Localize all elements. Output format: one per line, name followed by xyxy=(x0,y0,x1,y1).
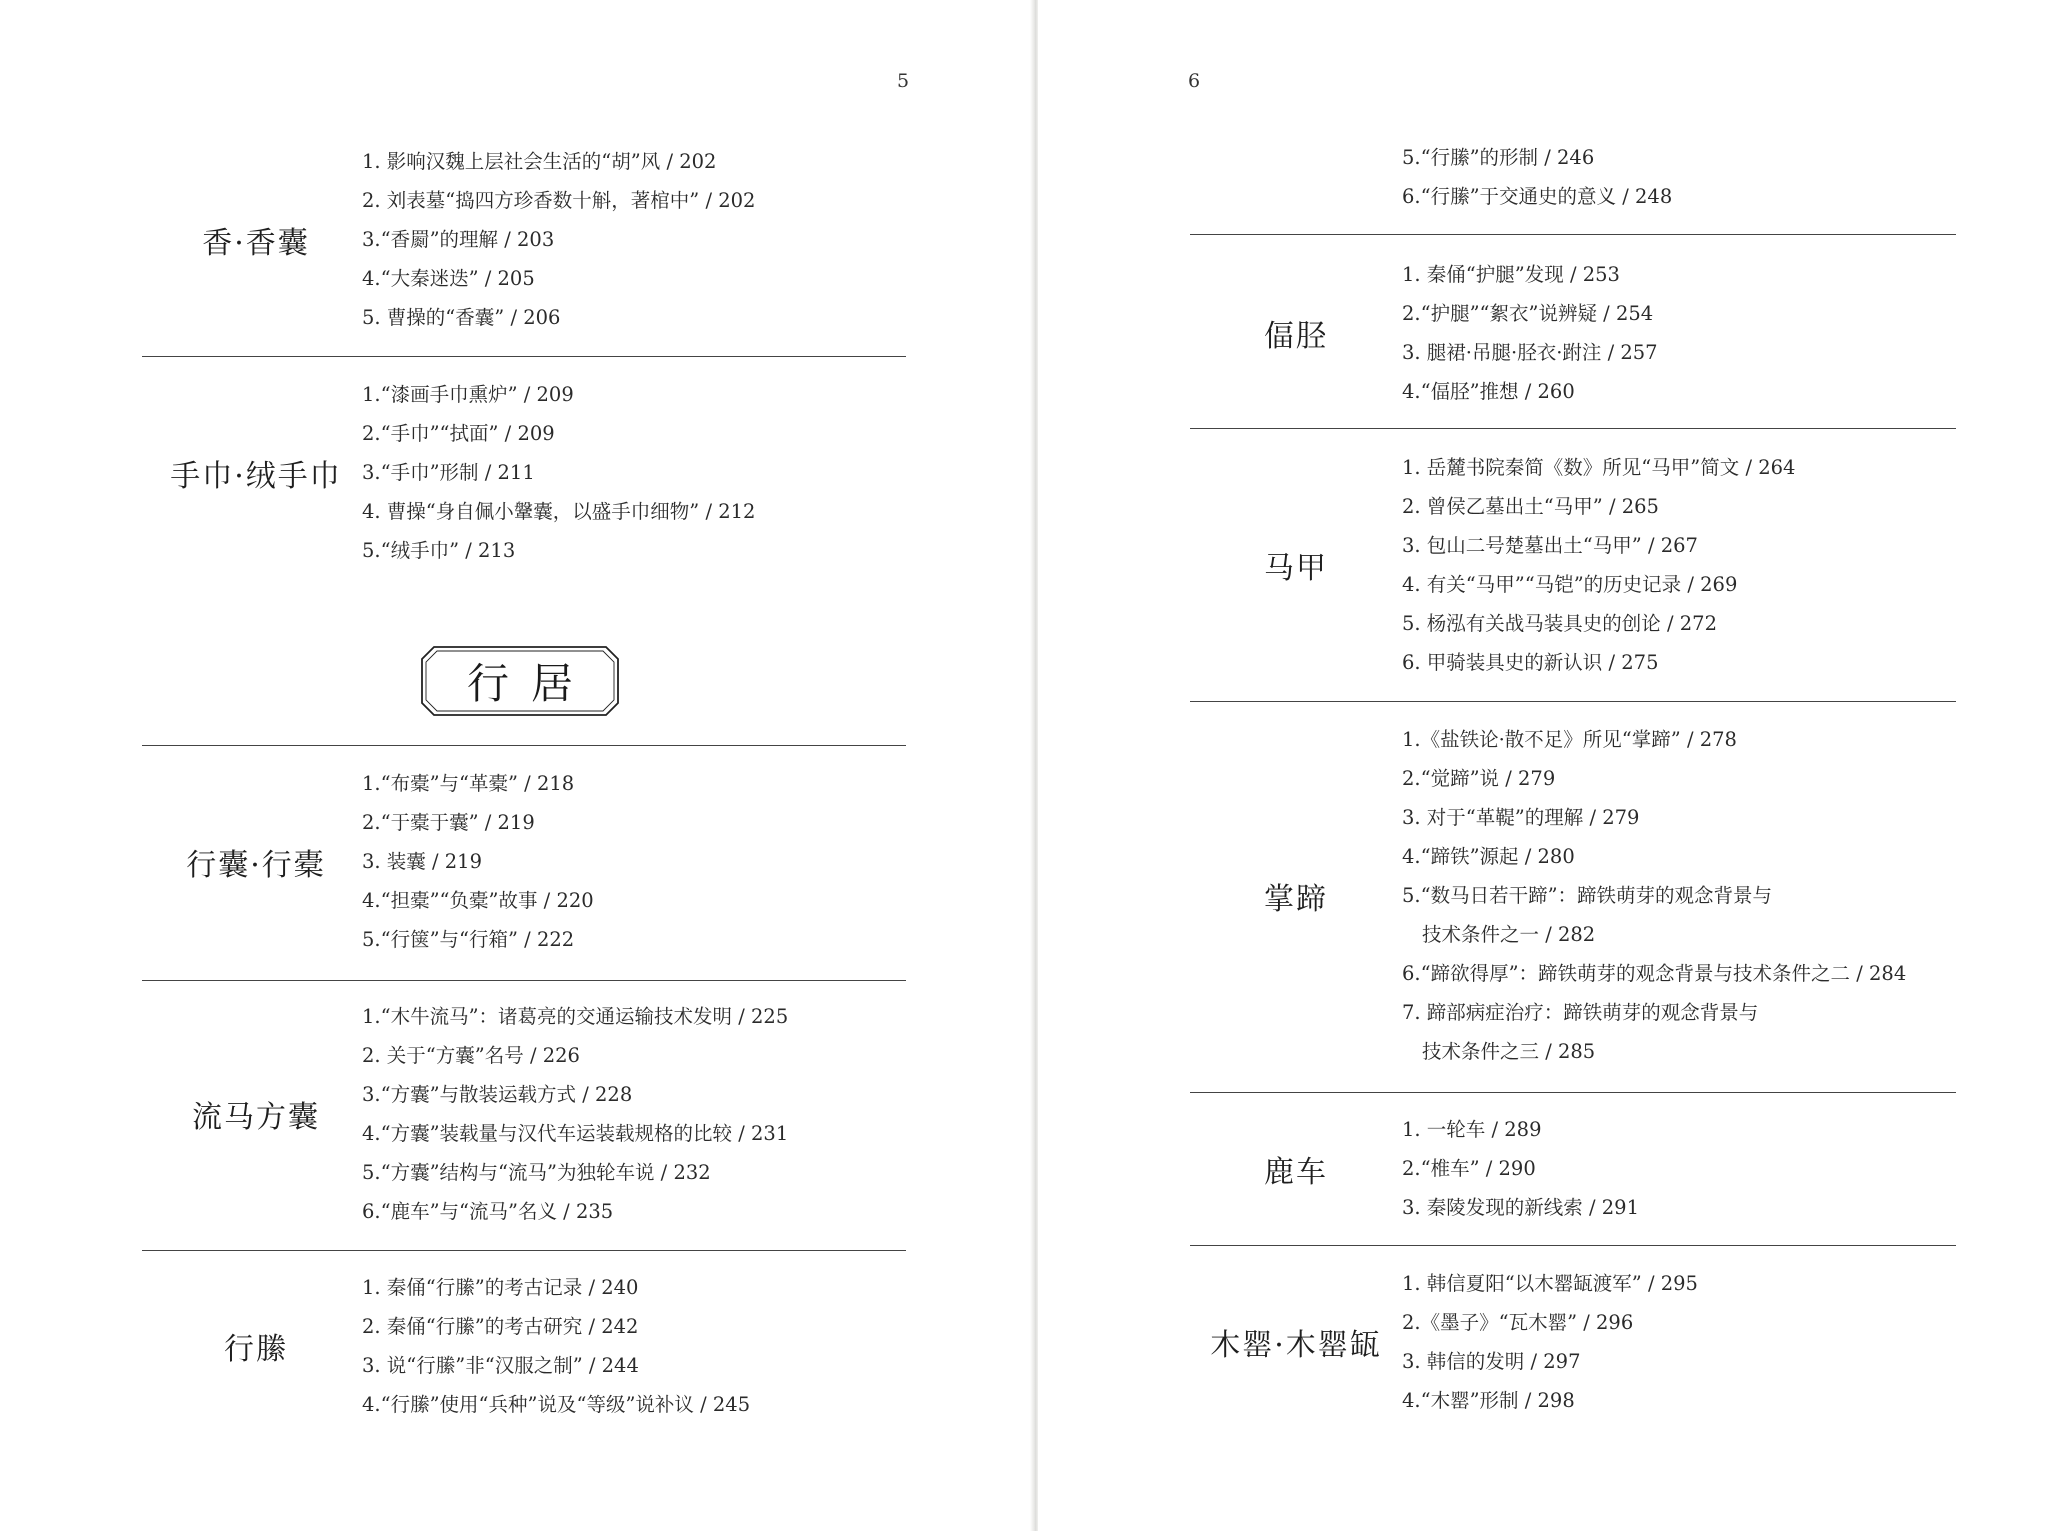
toc-item: 2.“手巾”“拭面” / 209 xyxy=(362,422,555,445)
toc-item: 5. 曹操的“香囊” / 206 xyxy=(362,306,561,329)
toc-list xyxy=(362,142,755,337)
toc-item: 5.“数马日若干蹄”：蹄铁萌芽的观念背景与 xyxy=(1402,884,1773,907)
toc-section-zhangti xyxy=(1190,720,1906,1071)
toc-list xyxy=(362,997,788,1231)
toc-item: 6. 甲骑装具史的新认识 / 275 xyxy=(1402,651,1659,674)
toc-item: 4.“蹄铁”源起 / 280 xyxy=(1402,845,1575,868)
toc-continuation xyxy=(1190,138,1672,216)
toc-item: 1. 秦俑“行縢”的考古记录 / 240 xyxy=(362,1276,639,1299)
toc-item: 1. 秦俑“护腿”发现 / 253 xyxy=(1402,263,1620,286)
toc-item: 2.“觉蹄”说 / 279 xyxy=(1402,767,1556,790)
toc-item: 2.“护腿”“絮衣”说辨疑 / 254 xyxy=(1402,302,1654,325)
section-heading: 行囊·行橐 xyxy=(186,847,326,883)
toc-item: 2. 曾侯乙墓出土“马甲” / 265 xyxy=(1402,495,1659,518)
section-divider xyxy=(1190,1092,1956,1093)
toc-item: 4. 有关“马甲”“马铠”的历史记录 / 269 xyxy=(1402,573,1738,596)
section-heading: 木罂·木罂缻 xyxy=(1210,1328,1382,1363)
section-heading: 偪胫 xyxy=(1264,319,1328,354)
toc-item: 4. 曹操“身自佩小鞶囊，以盛手巾细物” / 212 xyxy=(362,500,756,523)
toc-list xyxy=(1402,720,1906,1071)
toc-item: 5.“方囊”结构与“流马”为独轮车说 / 232 xyxy=(362,1161,711,1184)
toc-list xyxy=(1402,1264,1698,1420)
toc-list xyxy=(362,1268,750,1424)
toc-section-majia xyxy=(1190,448,1795,682)
section-divider xyxy=(1190,1245,1956,1246)
toc-item: 5. 杨泓有关战马装具史的创论 / 272 xyxy=(1402,612,1717,635)
section-divider xyxy=(142,745,906,746)
left-page xyxy=(0,0,1032,1531)
toc-section-luche xyxy=(1190,1110,1639,1227)
toc-section-xingnang xyxy=(150,764,594,959)
toc-item: 4.“行縢”使用“兵种”说及“等级”说补议 / 245 xyxy=(362,1393,751,1416)
toc-item: 3. 秦陵发现的新线索 / 291 xyxy=(1402,1196,1639,1219)
toc-item: 3.“香罽”的理解 / 203 xyxy=(362,228,555,251)
toc-section-xiang xyxy=(150,142,755,337)
section-heading: 香·香囊 xyxy=(202,225,310,261)
section-divider xyxy=(1190,701,1956,702)
section-heading: 手巾·绒手巾 xyxy=(170,458,342,494)
toc-item: 2. 关于“方囊”名号 / 226 xyxy=(362,1044,580,1067)
toc-item: 3.“方囊”与散装运载方式 / 228 xyxy=(362,1083,633,1106)
toc-list xyxy=(1402,1110,1639,1227)
section-heading: 行縢 xyxy=(224,1332,288,1367)
toc-item: 4.“木罂”形制 / 298 xyxy=(1402,1389,1575,1412)
section-heading: 马甲 xyxy=(1264,551,1328,586)
toc-list xyxy=(362,764,594,959)
toc-item: 4.“方囊”装载量与汉代车运装载规格的比较 / 231 xyxy=(362,1122,789,1145)
section-divider xyxy=(142,980,906,981)
toc-list xyxy=(1402,448,1795,682)
toc-item-continuation: 技术条件之三 / 285 xyxy=(1422,1040,1596,1063)
toc-item: 4.“担橐”“负橐”故事 / 220 xyxy=(362,889,594,912)
section-heading: 鹿车 xyxy=(1264,1154,1328,1190)
toc-item: 5.“行箧”与“行箱” / 222 xyxy=(362,928,575,951)
toc-item: 2.“于橐于囊” / 219 xyxy=(362,811,535,834)
section-divider xyxy=(1190,428,1956,429)
toc-item: 1.“漆画手巾熏炉” / 209 xyxy=(362,383,574,406)
toc-item: 1. 影响汉魏上层社会生活的“胡”风 / 202 xyxy=(362,150,717,173)
toc-item: 4.“大秦迷迭” / 205 xyxy=(362,267,535,290)
section-divider xyxy=(142,1250,906,1251)
toc-section-muying xyxy=(1190,1264,1698,1420)
toc-item: 3. 腿裙·吊腿·胫衣·跗注 / 257 xyxy=(1402,341,1658,364)
toc-list xyxy=(362,375,755,570)
right-page xyxy=(1038,0,2071,1531)
toc-list xyxy=(1402,255,1658,411)
toc-item: 2.《墨子》“瓦木罂” / 296 xyxy=(1402,1311,1634,1334)
section-heading: 掌蹄 xyxy=(1264,881,1328,917)
toc-item: 2. 秦俑“行縢”的考古研究 / 242 xyxy=(362,1315,639,1338)
toc-item: 5.“行縢”的形制 / 246 xyxy=(1402,146,1595,169)
toc-list xyxy=(1402,138,1672,216)
part-title: 行居 xyxy=(466,659,595,708)
toc-item: 1. 岳麓书院秦简《数》所见“马甲”简文 / 264 xyxy=(1402,456,1796,479)
toc-section-shoujin xyxy=(150,375,755,570)
toc-item: 3. 对于“革鞮”的理解 / 279 xyxy=(1402,806,1640,829)
toc-item: 3. 包山二号楚墓出土“马甲” / 267 xyxy=(1402,534,1698,557)
toc-item: 3. 说“行縢”非“汉服之制” / 244 xyxy=(362,1354,639,1377)
toc-item: 2. 刘表墓“捣四方珍香数十斛，著棺中” / 202 xyxy=(362,189,756,212)
toc-item: 7. 蹄部病症治疗：蹄铁萌芽的观念背景与 xyxy=(1402,1001,1759,1024)
toc-item: 4.“偪胫”推想 / 260 xyxy=(1402,380,1575,403)
toc-item: 3.“手巾”形制 / 211 xyxy=(362,461,535,484)
page-number: 6 xyxy=(1188,70,1201,92)
toc-item: 1. 一轮车 / 289 xyxy=(1402,1118,1542,1141)
section-divider xyxy=(142,356,906,357)
toc-item: 1. 韩信夏阳“以木罂缻渡军” / 295 xyxy=(1402,1272,1698,1295)
toc-item: 6.“鹿车”与“流马”名义 / 235 xyxy=(362,1200,614,1223)
toc-item: 1.“木牛流马”：诸葛亮的交通运输技术发明 / 225 xyxy=(362,1005,789,1028)
toc-item: 6.“行縢”于交通史的意义 / 248 xyxy=(1402,185,1673,208)
toc-section-xingteng xyxy=(150,1268,750,1424)
toc-item: 3. 装囊 / 219 xyxy=(362,850,482,873)
section-divider xyxy=(1190,234,1956,235)
toc-section-bijing xyxy=(1190,255,1658,411)
section-heading: 流马方囊 xyxy=(192,1100,320,1135)
toc-item: 6.“蹄欲得厚”：蹄铁萌芽的观念背景与技术条件之二 / 284 xyxy=(1402,962,1907,985)
toc-item: 3. 韩信的发明 / 297 xyxy=(1402,1350,1581,1373)
page-number: 5 xyxy=(897,70,910,92)
toc-section-liuma xyxy=(150,997,788,1231)
toc-item: 1.《盐铁论·散不足》所见“掌蹄” / 278 xyxy=(1402,728,1737,751)
part-title-banner xyxy=(420,645,620,717)
toc-item: 5.“绒手巾” / 213 xyxy=(362,539,516,562)
toc-item: 1.“布橐”与“革橐” / 218 xyxy=(362,772,575,795)
toc-item: 2.“椎车” / 290 xyxy=(1402,1157,1536,1180)
toc-item-continuation: 技术条件之一 / 282 xyxy=(1422,923,1596,946)
